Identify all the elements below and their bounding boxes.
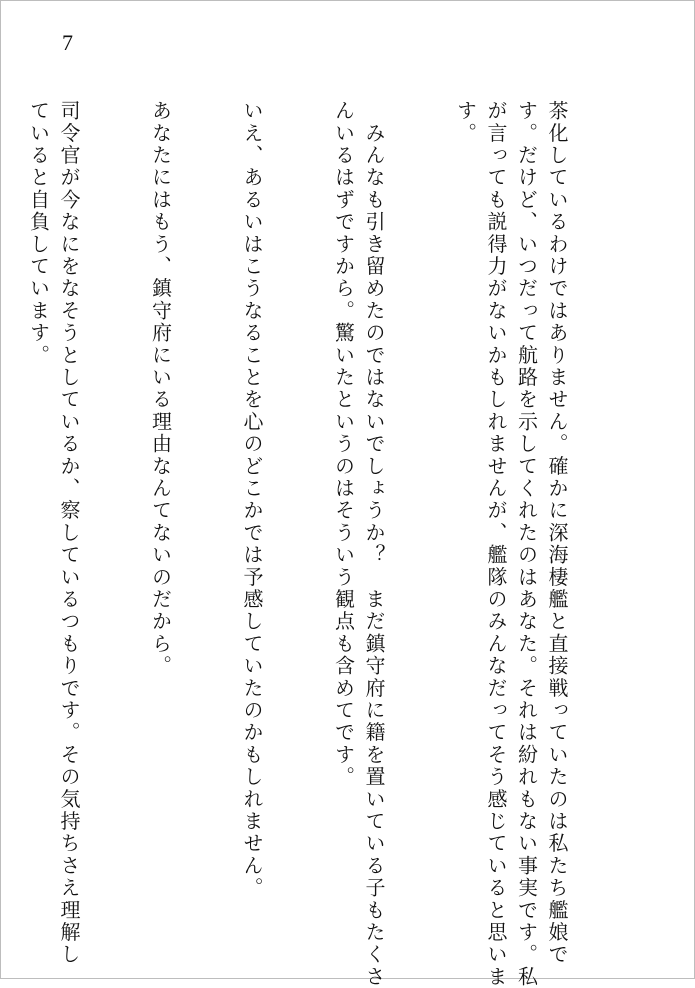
- paragraph: あなたにはもう、鎮守府にいる理由なんてないのだから。: [148, 100, 173, 678]
- paragraph: 茶化しているわけではありません。確かに深海棲艦と直接戦っていたのは私たち艦娘で す。だけど、いつだって航路を示してくれたのはあなた。それは紛れもない事実です。私 が言っても説得力がないかもしれませんが、艦隊のみんなだってそう感じていると思いま す。: [453, 100, 569, 988]
- paragraph: いえ、あるいはこうなることを心のどこかでは予感していたのかもしれません。: [240, 100, 264, 900]
- paragraph: みんなも引き留めたのではないでしょうか？ まだ鎮守府に籍を置いている子もたくさ んいるはずですから。驚いたというのはそういう観点も含めてです。: [331, 100, 386, 988]
- vertical-text-body: [0, 100, 633, 988]
- paragraph: 司令官が今なにをなそうとしているか、察しているつもりです。その気持ちさえ理解し ていると自負しています。: [26, 100, 81, 966]
- page-number: 7: [62, 30, 73, 55]
